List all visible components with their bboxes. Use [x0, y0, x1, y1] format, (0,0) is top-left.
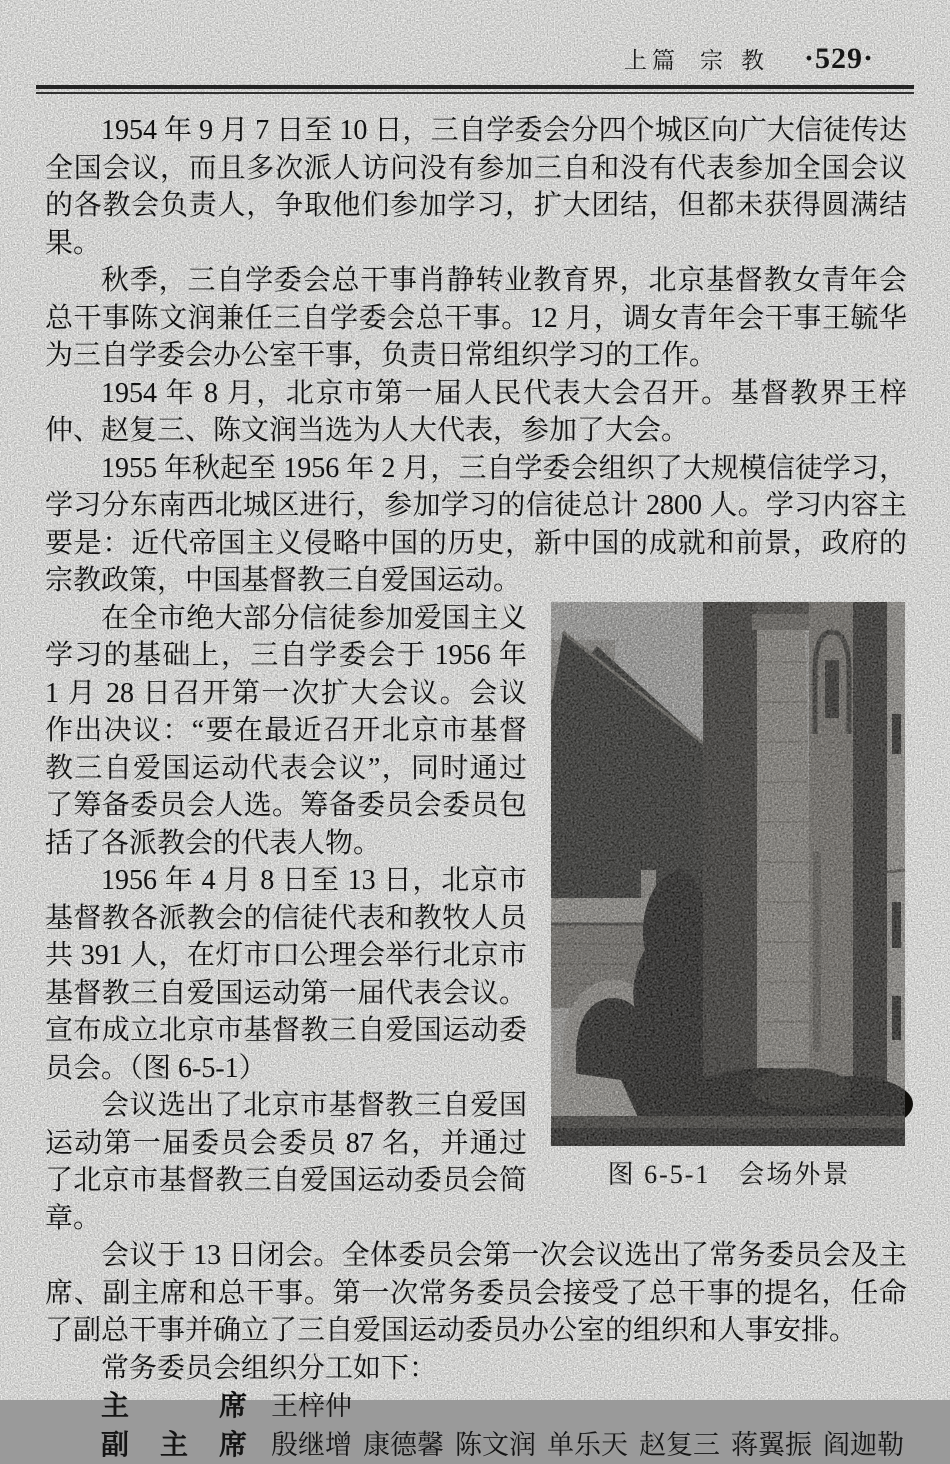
paragraph: 1954 年 9 月 7 日至 10 日，三自学委会分四个城区向广大信徒传达全国会议，而且多次派人访问没有参加三自和没有代表参加全国会议的各教会负责人，争取他们参加学习，扩大团结，但都未获得圆满结果。 — [45, 112, 907, 262]
section-label: 宗教 — [700, 42, 782, 75]
officer-name: 蒋翼振 — [731, 1427, 812, 1464]
part-label: 上篇 — [624, 42, 680, 75]
paragraph: 1954 年 8 月，北京市第一届人民代表大会召开。基督教界王梓仲、赵复三、陈文润当选为人大代表，参加了大会。 — [45, 375, 907, 450]
top-paragraphs — [45, 112, 907, 600]
paragraph: 常务委员会组织分工如下： — [45, 1350, 907, 1388]
church-exterior-photo — [551, 602, 905, 1146]
rule-thick — [36, 85, 914, 89]
officer-role: 主席 — [101, 1387, 247, 1425]
officer-name: 阎迦勒 — [823, 1427, 904, 1464]
paragraph: 1956 年 4 月 8 日至 13 日，北京市基督教各派教会的信徒代表和教牧人员共 391 人，在灯市口公理会举行北京市基督教三自爱国运动第一届代表会议。宣布成立北京市基督教三自爱国运动委员会。（图 6-5-1） — [45, 862, 907, 1087]
header-rule — [36, 85, 914, 94]
page-body — [45, 112, 907, 1464]
figure-6-5-1 — [551, 602, 907, 1194]
paragraph: 秋季，三自学委会总干事肖静转业教育界，北京基督教女青年会总干事陈文润兼任三自学委会总干事。12 月，调女青年会干事王毓华为三自学委会办公室干事，负责日常组织学习的工作。 — [45, 262, 907, 375]
page-number: ·529· — [804, 42, 874, 76]
officer-name: 单乐天 — [547, 1427, 628, 1464]
officer-names — [271, 1427, 904, 1464]
officer-row-vice-chairmen — [101, 1426, 907, 1464]
officer-name: 赵复三 — [639, 1427, 720, 1464]
officer-role: 副主席 — [101, 1426, 247, 1464]
officer-name: 陈文润 — [455, 1427, 536, 1464]
figure-caption: 图 6-5-1 会场外景 — [551, 1156, 907, 1194]
paragraph: 会议于 13 日闭会。全体委员会第一次会议选出了常务委员会及主席、副主席和总干事。第一次常务委员会接受了总干事的提名，任命了副总干事并确立了三自爱国运动委员办公室的组织和人事安排。 — [45, 1237, 907, 1350]
paragraph: 会议选出了北京市基督教三自爱国运动第一届委员会委员 87 名，并通过了北京市基督教三自爱国运动委员会简章。 — [45, 1087, 907, 1237]
officer-name: 康德馨 — [363, 1427, 444, 1464]
running-head — [624, 42, 874, 76]
officer-name: 王梓仲 — [271, 1388, 352, 1426]
paragraph: 1955 年秋起至 1956 年 2 月，三自学委会组织了大规模信徒学习，学习分东南西北城区进行，参加学习的信徒总计 2800 人。学习内容主要是：近代帝国主义侵略中国的历史，新中国的成就和前景，政府的宗教政策，中国基督教三自爱国运动。 — [45, 450, 907, 600]
officer-names — [271, 1388, 352, 1426]
rule-thin — [36, 92, 914, 94]
officer-name: 殷继增 — [271, 1427, 352, 1464]
paragraph: 在全市绝大部分信徒参加爱国主义学习的基础上，三自学委会于 1956 年 1 月 28 日召开第一次扩大会议。会议作出决议：“要在最近召开北京市基督教三自爱国运动代表会议”，同时通过了筹备委员会人选。筹备委员会委员包括了各派教会的代表人物。 — [45, 600, 907, 863]
photo-text-section — [45, 600, 907, 1388]
officer-row-chairman — [101, 1387, 907, 1426]
